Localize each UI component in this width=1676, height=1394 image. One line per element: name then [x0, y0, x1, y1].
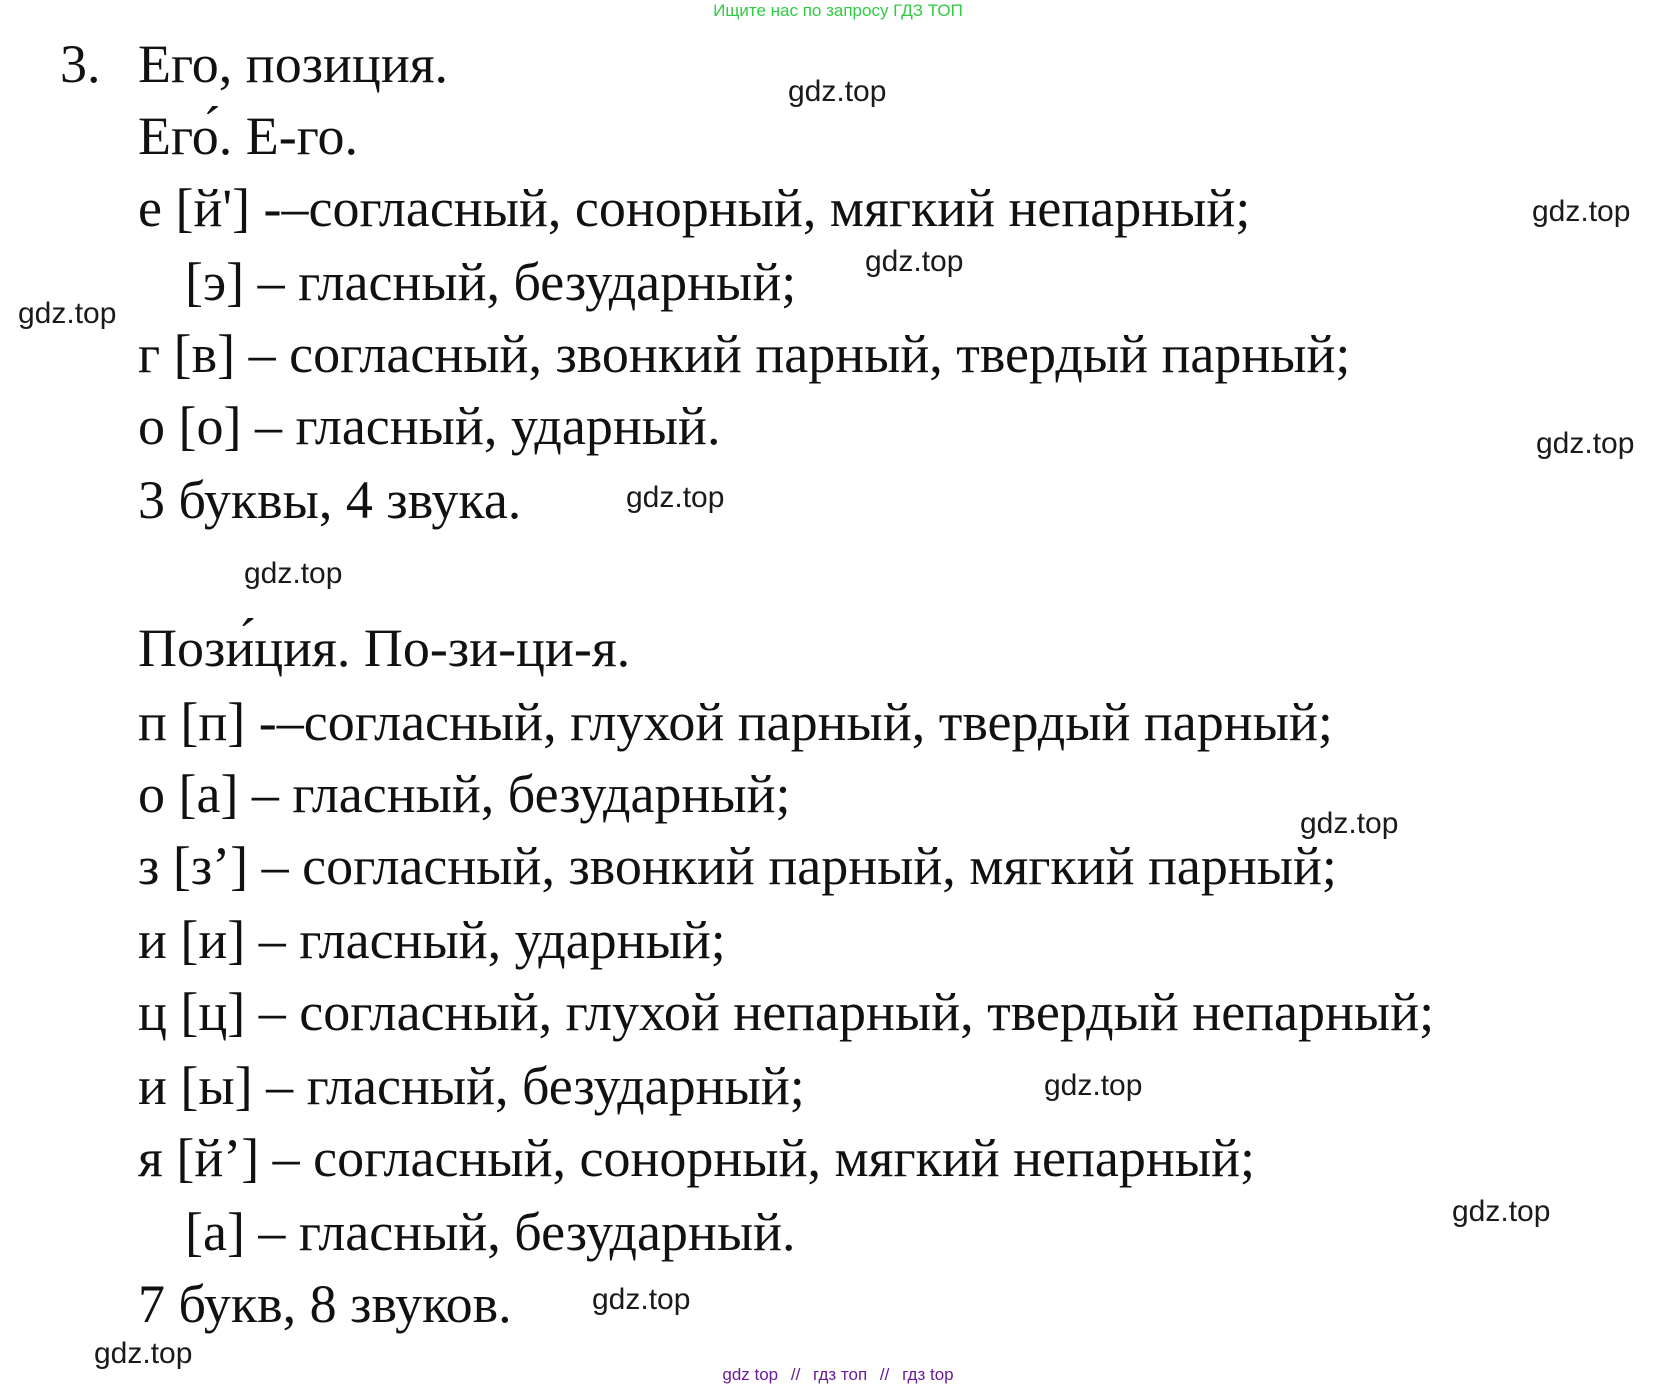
watermark: gdz.top	[865, 245, 964, 278]
word-2-sound-6: и [ы] – гласный, безударный;	[138, 1056, 805, 1116]
watermark: gdz.top	[592, 1283, 691, 1316]
word-2-sound-8: [а] – гласный, безударный.	[185, 1202, 796, 1262]
word-2-sound-3: з [з’] – согласный, звонкий парный, мягкий парный;	[138, 836, 1337, 896]
word-1-syllables: Его́. Е-го.	[138, 106, 359, 166]
word-2-syllables: Пози́ция. По-зи-ци-я.	[138, 618, 631, 678]
word-2-summary: 7 букв, 8 звуков.	[138, 1274, 512, 1334]
word-1-summary: 3 буквы, 4 звука.	[138, 470, 522, 530]
answer-title: Его, позиция.	[138, 34, 449, 94]
word-2-sound-2: о [а] – гласный, безударный;	[138, 764, 791, 824]
word-2-sound-1: п [п] -–согласный, глухой парный, твердый парный;	[138, 692, 1333, 752]
watermark: gdz.top	[1300, 807, 1399, 840]
word-1-sound-2: [э] – гласный, безударный;	[185, 252, 797, 312]
footer-links	[0, 1364, 1676, 1386]
watermark: gdz.top	[1044, 1069, 1143, 1102]
watermark: gdz.top	[94, 1337, 193, 1370]
task-number: 3.	[60, 34, 101, 94]
word-1-sound-3: г [в] – согласный, звонкий парный, твердый парный;	[138, 324, 1351, 384]
word-2-sound-7: я [й’] – согласный, сонорный, мягкий непарный;	[138, 1128, 1255, 1188]
footer-link[interactable]: гдз top	[902, 1365, 954, 1384]
watermark: gdz.top	[788, 75, 887, 108]
word-1-sound-4: о [о] – гласный, ударный.	[138, 396, 721, 456]
footer-link[interactable]: гдз топ	[813, 1365, 868, 1384]
watermark: gdz.top	[18, 297, 117, 330]
watermark: gdz.top	[1532, 195, 1631, 228]
watermark: gdz.top	[626, 481, 725, 514]
watermark: gdz.top	[244, 557, 343, 590]
footer-separator: //	[879, 1365, 890, 1384]
footer-link[interactable]: gdz top	[722, 1365, 779, 1384]
word-2-sound-5: ц [ц] – согласный, глухой непарный, твердый непарный;	[138, 982, 1435, 1042]
word-2-sound-4: и [и] – гласный, ударный;	[138, 910, 726, 970]
footer-separator: //	[790, 1365, 801, 1384]
top-banner[interactable]: Ищите нас по запросу ГДЗ ТОП	[713, 1, 963, 20]
word-1-sound-1: е [й'] -–согласный, сонорный, мягкий непарный;	[138, 178, 1251, 238]
watermark: gdz.top	[1536, 427, 1635, 460]
watermark: gdz.top	[1452, 1195, 1551, 1228]
